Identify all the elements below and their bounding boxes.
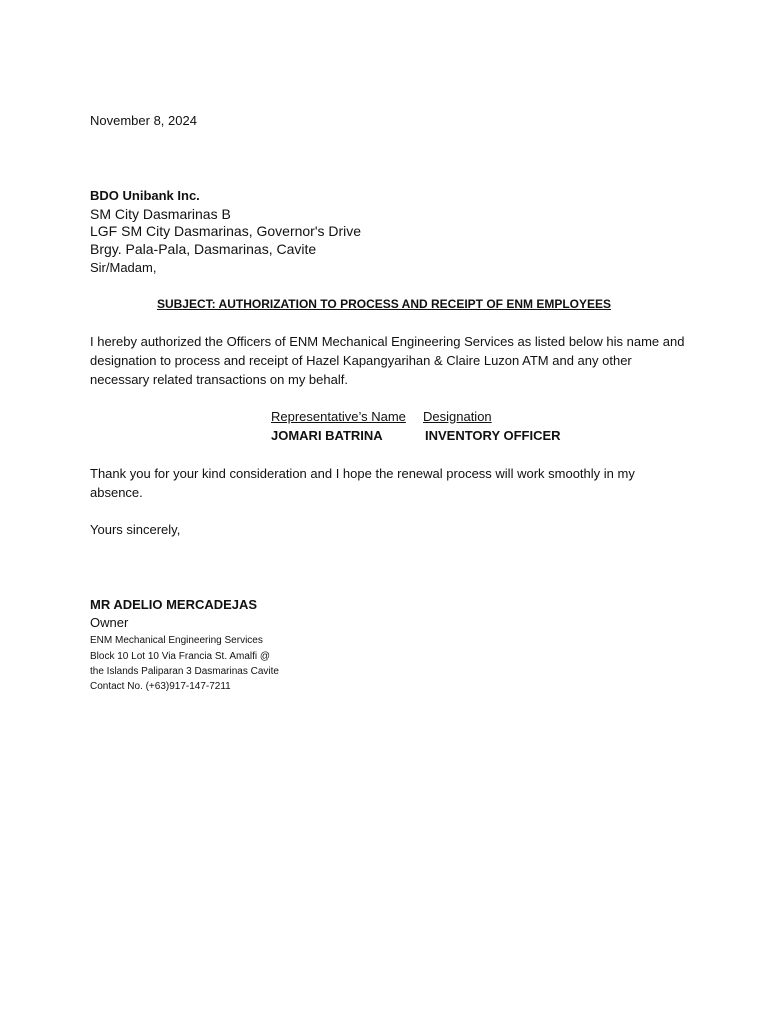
recipient-address-line1: LGF SM City Dasmarinas, Governor's Drive [90,223,362,239]
signatory-address-line2: the Islands Paliparan 3 Dasmarinas Cavite [90,666,279,677]
signatory-title: Owner [90,615,129,630]
designation-header: Designation [423,409,492,424]
recipient-name: BDO Unibank Inc. [90,188,200,203]
signatory-company: ENM Mechanical Engineering Services [90,635,263,646]
recipient-address-line2: Brgy. Pala-Pala, Dasmarinas, Cavite [90,241,317,257]
representative-designation: INVENTORY OFFICER [425,428,561,443]
recipient-branch: SM City Dasmarinas B [90,206,231,222]
closing: Yours sincerely, [90,522,181,537]
signatory-contact: Contact No. (+63)917-147-7211 [90,681,231,692]
letter-subject: SUBJECT: AUTHORIZATION TO PROCESS AND RECEIPT OF ENM EMPLOYEES [156,297,612,311]
body-paragraph-1: I hereby authorized the Officers of ENM Mechanical Engineering Services as listed below his name and designation to process and receipt of Hazel Kapangyarihan & Claire Luzon ATM and any other necessary related transactions on my behalf. [90,334,685,387]
representative-name: JOMARI BATRINA [271,428,383,443]
signatory-address-line1: Block 10 Lot 10 Via Francia St. Amalfi @ [90,651,271,662]
salutation: Sir/Madam, [90,260,157,275]
body-paragraph-2: Thank you for your kind consideration and I hope the renewal process will work smoothly in my absence. [90,466,635,500]
representative-name-header: Representative’s Name [271,409,406,424]
letter-date: November 8, 2024 [90,113,197,128]
signatory-name: MR ADELIO MERCADEJAS [90,597,258,612]
